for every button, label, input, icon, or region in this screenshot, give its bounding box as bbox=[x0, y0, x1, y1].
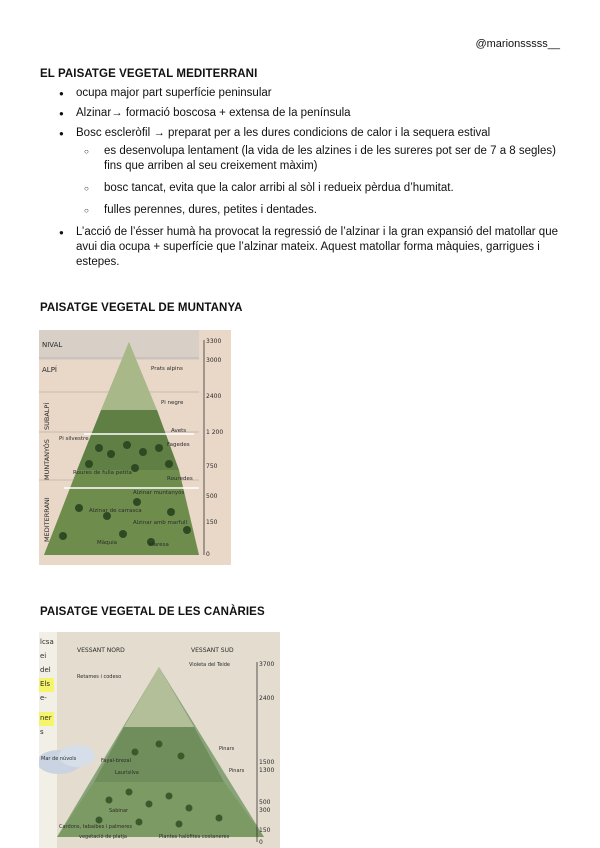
vegetation-label: Alzinar amb marfull bbox=[133, 520, 188, 526]
section-title-canaries: PAISATGE VEGETAL DE LES CANÀRIES bbox=[40, 606, 265, 618]
zone-label: MEDITERRANI bbox=[43, 497, 51, 542]
vegetation-label: Alzinar de carrasca bbox=[89, 508, 142, 514]
altitude-label: 3000 bbox=[206, 357, 222, 364]
side-text-fragment: ei bbox=[40, 652, 47, 660]
sub-bullet-item: ○ bosc tancat, evita que la calor arribi al sòl i redueix pèrdua d’humitat. bbox=[76, 181, 570, 196]
altitude-label: 1300 bbox=[259, 767, 275, 774]
altitude-label: 2400 bbox=[259, 695, 275, 702]
slope-header: VESSANT SUD bbox=[191, 647, 234, 654]
sub-bullet-list bbox=[76, 144, 570, 218]
side-text-fragment: Els bbox=[40, 680, 51, 688]
altitude-label: 2400 bbox=[206, 393, 222, 400]
vegetation-label: Laurisilva bbox=[115, 770, 139, 776]
vegetation-label: Fagedes bbox=[167, 442, 190, 448]
side-text-fragment: e- bbox=[40, 694, 47, 702]
altitude-label: 300 bbox=[259, 807, 271, 814]
zone-label: MUNTANYÓS bbox=[43, 439, 51, 480]
vegetation-label: Retames i codeso bbox=[77, 674, 122, 680]
canary-vegetation-figure bbox=[39, 632, 280, 848]
vegetation-label: Violeta del Teide bbox=[189, 662, 230, 668]
vegetation-label: Fayal-brezal bbox=[101, 758, 131, 764]
vegetation-label: Pi silvestre bbox=[59, 436, 89, 442]
mountain-illustration bbox=[39, 330, 231, 565]
altitude-label: 750 bbox=[206, 463, 218, 470]
vegetation-label: Sabinar bbox=[109, 808, 129, 814]
zone-label: SUBALPÍ bbox=[43, 402, 51, 430]
altitude-label: 0 bbox=[206, 551, 210, 558]
vegetation-label: Rouredes bbox=[167, 476, 193, 482]
altitude-label: 1500 bbox=[259, 759, 275, 766]
vegetation-label: Pinars bbox=[219, 746, 235, 752]
altitude-label: 150 bbox=[206, 519, 218, 526]
altitude-label: 0 bbox=[259, 839, 263, 846]
vegetation-label: Pi negre bbox=[161, 400, 184, 406]
side-text-fragment: del bbox=[40, 666, 51, 674]
vegetation-label: Pinars bbox=[229, 768, 245, 774]
slope-header: VESSANT NORD bbox=[77, 647, 125, 654]
bullet-item bbox=[40, 126, 570, 218]
bullet-item: ● Alzinar→ formació boscosa + extensa de la península bbox=[40, 106, 570, 121]
vegetation-label: Avets bbox=[171, 428, 187, 434]
vegetation-label: Plantes halòfites costaneres bbox=[159, 834, 230, 840]
vegetation-label: Màquia bbox=[97, 540, 117, 546]
vegetation-label: vegetació de platja bbox=[79, 834, 127, 840]
altitude-label: 500 bbox=[206, 493, 218, 500]
vegetation-label: Maresa bbox=[149, 542, 169, 548]
sub-bullet-item: ○ es desenvolupa lentament (la vida de les alzines i de les sureres pot ser de 7 a 8 segles) fins que arriben al seu creixement màxim) bbox=[76, 144, 570, 174]
side-text-fragment: lcsa bbox=[40, 638, 54, 646]
altitude-label: 500 bbox=[259, 799, 271, 806]
altitude-label: 150 bbox=[259, 827, 271, 834]
canary-illustration bbox=[39, 632, 280, 848]
vegetation-label: Mar de núvols bbox=[41, 756, 77, 762]
side-text-fragment: ner bbox=[40, 714, 52, 722]
bullet-list-mediterrani bbox=[40, 86, 570, 275]
vegetation-label: Cardons, tabaibes i palmeres bbox=[59, 824, 132, 830]
zone-label: ALPÍ bbox=[42, 366, 57, 374]
altitude-label: 3300 bbox=[206, 338, 222, 345]
vegetation-label: Roures de fulla petita bbox=[73, 470, 132, 476]
section-title-muntanya: PAISATGE VEGETAL DE MUNTANYA bbox=[40, 302, 243, 314]
sub-bullet-item: ○ fulles perennes, dures, petites i dentades. bbox=[76, 203, 570, 218]
section-title-mediterrani: EL PAISATGE VEGETAL MEDITERRANI bbox=[40, 68, 258, 80]
zone-label: NIVAL bbox=[42, 341, 63, 349]
altitude-label: 1 200 bbox=[206, 429, 224, 436]
bullet-item: ● L’acció de l’ésser humà ha provocat la regressió de l’alzinar i la gran expansió del matollar que avui dia ocupa + superfície que l’alzinar mateix. Aquest matollar forma màquies, garrigues i estepes. bbox=[40, 225, 570, 270]
altitude-label: 3700 bbox=[259, 661, 275, 668]
side-text-fragment: s bbox=[40, 728, 44, 736]
mountain-vegetation-figure bbox=[39, 330, 231, 565]
bullet-item: ● ocupa major part superfície peninsular bbox=[40, 86, 570, 101]
vegetation-label: Prats alpins bbox=[151, 366, 183, 372]
bullet-text: Bosc escleròfil → preparat per a les dures condicions de calor i la sequera estival bbox=[76, 127, 491, 139]
vegetation-label: Alzinar muntanyós bbox=[133, 490, 185, 496]
author-handle: @marionsssss__ bbox=[475, 38, 560, 50]
